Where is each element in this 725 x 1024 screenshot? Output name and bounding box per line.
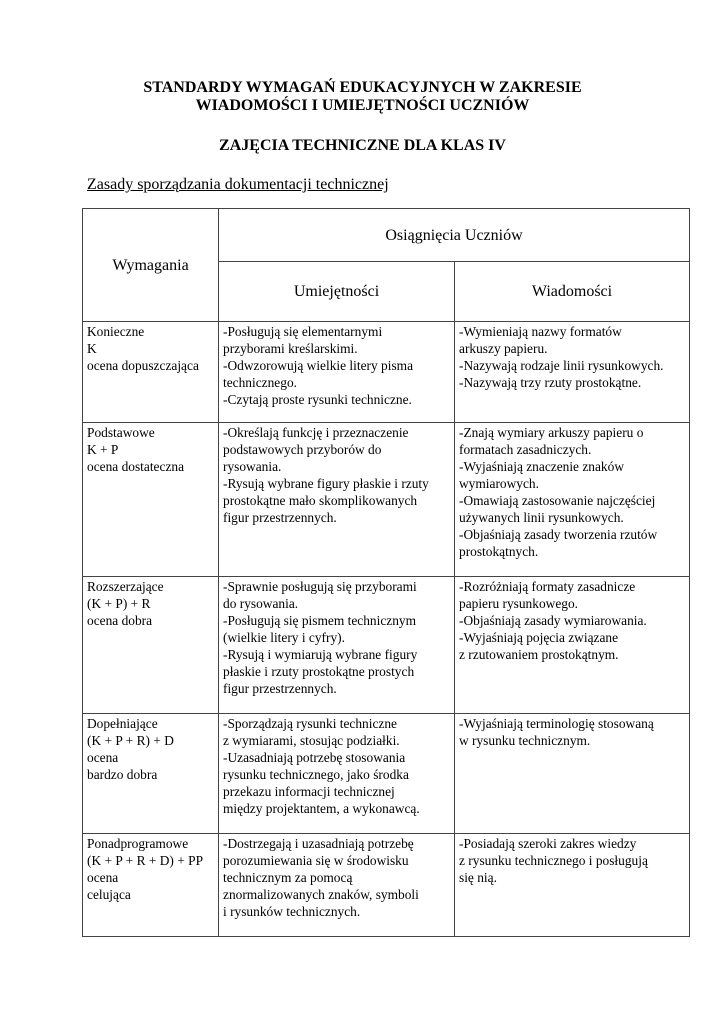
level-cell <box>83 834 219 937</box>
skills-cell <box>219 322 455 423</box>
skills-cell <box>219 714 455 834</box>
cell-line: bardzo dobra <box>87 767 158 782</box>
cell-line: -Nazywają rodzaje linii rysunkowych. <box>459 358 664 373</box>
cell-line: -Dostrzegają i uzasadniają potrzebę <box>223 836 414 851</box>
cell-line: przyborami kreślarskimi. <box>223 341 358 356</box>
cell-line: prostokątnych. <box>459 544 539 559</box>
cell-line: K + P <box>87 442 119 457</box>
cell-line: wymiarowych. <box>459 476 539 491</box>
cell-line: używanych linii rysunkowych. <box>459 510 624 525</box>
header-knowledge: Wiadomości <box>455 262 690 322</box>
document-subtitle: ZAJĘCIA TECHNICZNE DLA KLAS IV <box>219 137 506 154</box>
cell-line: -Wymieniają nazwy formatów <box>459 324 622 339</box>
cell-line: rysowania. <box>223 459 282 474</box>
cell-line: -Nazywają trzy rzuty prostokątne. <box>459 375 642 390</box>
cell-line: -Odwzorowują wielkie litery pisma <box>223 358 414 373</box>
cell-line: -Wyjaśniają terminologię stosowaną <box>459 716 654 731</box>
cell-line: papieru rysunkowego. <box>459 596 578 611</box>
cell-line: (wielkie litery i cyfry). <box>223 630 345 645</box>
cell-line: -Posługują się pismem technicznym <box>223 613 417 628</box>
cell-line: podstawowych przyborów do <box>223 442 382 457</box>
cell-line: ocena <box>87 750 119 765</box>
cell-line: figur przestrzennych. <box>223 681 337 696</box>
cell-line: -Sporządzają rysunki techniczne <box>223 716 397 731</box>
table-row <box>83 714 690 834</box>
cell-line: -Posługują się elementarnymi <box>223 324 383 339</box>
cell-line: Podstawowe <box>87 425 155 440</box>
cell-line: -Czytają proste rysunki techniczne. <box>223 392 412 407</box>
cell-line: między projektantem, a wykonawcą. <box>223 801 420 816</box>
cell-line: -Objaśniają zasady wymiarowania. <box>459 613 647 628</box>
cell-line: (K + P + R + D) + PP <box>87 853 204 868</box>
knowledge-cell <box>455 714 690 834</box>
cell-line: i rysunków technicznych. <box>223 904 361 919</box>
level-cell <box>83 322 219 423</box>
skills-cell <box>219 423 455 577</box>
document-title-line1: STANDARDY WYMAGAŃ EDUKACYJNYCH W ZAKRESIE <box>143 79 582 96</box>
cell-line: -Rysują wybrane figury płaskie i rzuty <box>223 476 429 491</box>
cell-line: -Omawiają zastosowanie najczęściej <box>459 493 656 508</box>
cell-line: (K + P + R) + D <box>87 733 174 748</box>
cell-line: ocena dostateczna <box>87 459 185 474</box>
cell-line: z wymiarami, stosując podziałki. <box>223 733 400 748</box>
cell-line: ocena <box>87 870 119 885</box>
cell-line: -Rozróżniają formaty zasadnicze <box>459 579 636 594</box>
cell-line: prostokątne mało skomplikowanych <box>223 493 418 508</box>
cell-line: się nią. <box>459 870 497 885</box>
cell-line: z rysunku technicznego i posługują <box>459 853 648 868</box>
cell-line: -Wyjaśniają znaczenie znaków <box>459 459 624 474</box>
skills-cell <box>219 577 455 714</box>
cell-line: -Rysują i wymiarują wybrane figury <box>223 647 418 662</box>
cell-line: technicznym za pomocą <box>223 870 353 885</box>
cell-line: ocena dobra <box>87 613 153 628</box>
cell-line: Rozszerzające <box>87 579 164 594</box>
level-cell <box>83 423 219 577</box>
header-skills: Umiejętności <box>219 262 455 322</box>
level-cell <box>83 577 219 714</box>
cell-line: -Sprawnie posługują się przyborami <box>223 579 417 594</box>
cell-line: -Określają funkcję i przeznaczenie <box>223 425 409 440</box>
table-row <box>83 577 690 714</box>
cell-line: z rzutowaniem prostokątnym. <box>459 647 619 662</box>
requirements-table <box>82 208 690 937</box>
cell-line: -Wyjaśniają pojęcia związane <box>459 630 619 645</box>
cell-line: rysunku technicznego, jako środka <box>223 767 409 782</box>
cell-line: ocena dopuszczająca <box>87 358 199 373</box>
knowledge-cell <box>455 577 690 714</box>
skills-cell <box>219 834 455 937</box>
cell-line: -Posiadają szeroki zakres wiedzy <box>459 836 637 851</box>
cell-line: technicznego. <box>223 375 297 390</box>
cell-line: arkuszy papieru. <box>459 341 548 356</box>
section-title: Zasady sporządzania dokumentacji technicznej <box>87 176 389 193</box>
table-row <box>83 423 690 577</box>
knowledge-cell <box>455 423 690 577</box>
cell-line: Dopełniające <box>87 716 158 731</box>
cell-line: figur przestrzennych. <box>223 510 337 525</box>
cell-line: -Objaśniają zasady tworzenia rzutów <box>459 527 658 542</box>
level-cell <box>83 714 219 834</box>
knowledge-cell <box>455 834 690 937</box>
table-row <box>83 322 690 423</box>
cell-line: -Znają wymiary arkuszy papieru o <box>459 425 644 440</box>
cell-line: w rysunku technicznym. <box>459 733 591 748</box>
document-title-line2: WIADOMOŚCI I UMIEJĘTNOŚCI UCZNIÓW <box>195 97 530 114</box>
cell-line: -Uzasadniają potrzebę stosowania <box>223 750 406 765</box>
cell-line: Konieczne <box>87 324 145 339</box>
table-row <box>83 834 690 937</box>
cell-line: (K + P) + R <box>87 596 151 611</box>
cell-line: formatach zasadniczych. <box>459 442 592 457</box>
cell-line: płaskie i rzuty prostokątne prostych <box>223 664 415 679</box>
cell-line: Ponadprogramowe <box>87 836 189 851</box>
cell-line: K <box>87 341 97 356</box>
cell-line: przekazu informacji technicznej <box>223 784 395 799</box>
header-achievements: Osiągnięcia Uczniów <box>219 209 690 262</box>
knowledge-cell <box>455 322 690 423</box>
cell-line: celująca <box>87 887 131 902</box>
cell-line: porozumiewania się w środowisku <box>223 853 409 868</box>
header-requirements: Wymagania <box>83 209 219 322</box>
cell-line: do rysowania. <box>223 596 299 611</box>
cell-line: znormalizowanych znaków, symboli <box>223 887 419 902</box>
